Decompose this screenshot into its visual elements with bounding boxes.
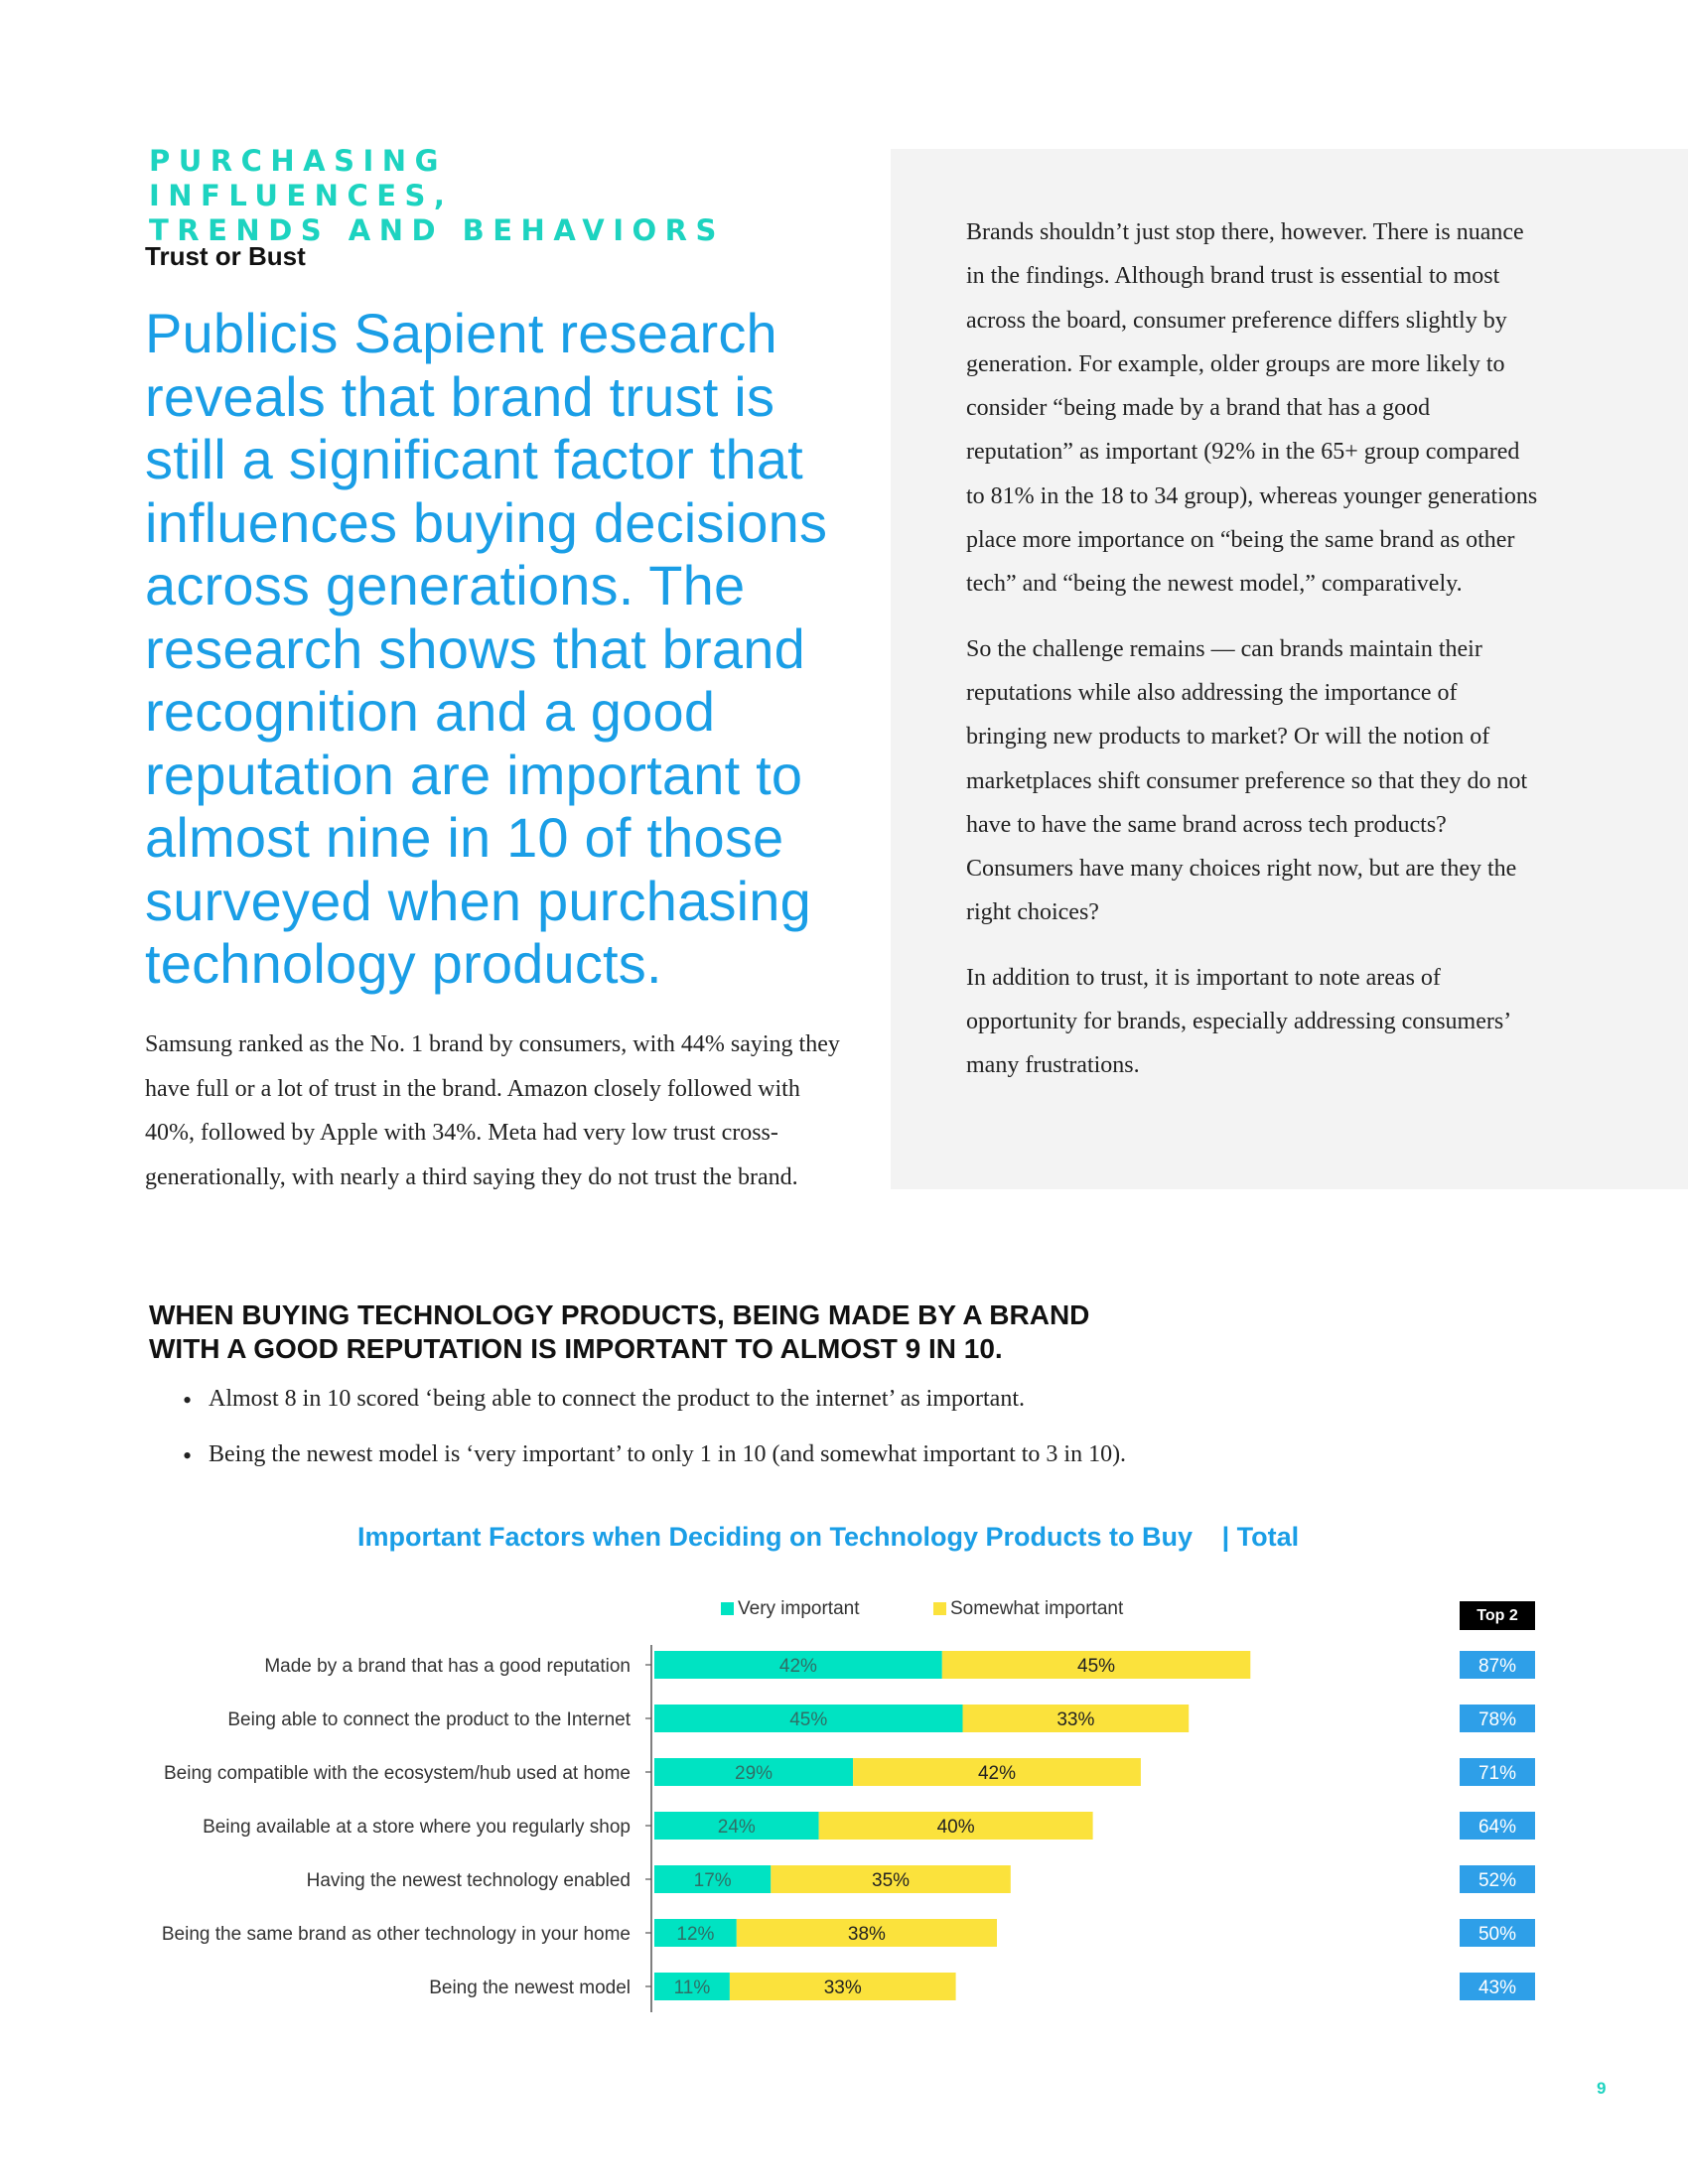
bullet-text: Being the newest model is ‘very important’ to only 1 in 10 (and somewhat important to 3 in 10). — [209, 1441, 1127, 1467]
subhead: Trust or Bust — [145, 241, 306, 271]
data-label-somewhat-important: 35% — [872, 1870, 911, 1891]
data-label-somewhat-important: 33% — [823, 1978, 862, 1998]
headline-line-2: WITH A GOOD REPUTATION IS IMPORTANT TO ALMOST 9 IN 10. — [149, 1333, 1003, 1364]
top2-value: 64% — [1477, 1817, 1517, 1838]
eyebrow-line-2: TRENDS AND BEHAVIORS — [149, 213, 725, 247]
category-label: Being available at a store where you regularly shop — [203, 1817, 631, 1838]
category-label: Being able to connect the product to the Internet — [227, 1709, 631, 1730]
data-label-somewhat-important: 40% — [936, 1817, 975, 1838]
data-label-very-important: 45% — [789, 1709, 828, 1730]
data-label-somewhat-important: 45% — [1077, 1656, 1116, 1677]
sidebar-paragraph-2: So the challenge remains — can brands maintain their reputations while also addressing the importance of bringing new products to market? Or will the notion of marketplaces shift consumer preference so that they do not have to have the same brand across tech products? Consumers have many choices right now, but are they the right choices? — [966, 635, 1528, 926]
sidebar-paragraph-3: In addition to trust, it is important to note areas of opportunity for brands, especially addressing consumers’ many frustrations. — [966, 964, 1510, 1079]
pull-quote: Publicis Sapient research reveals that brand trust is still a significant factor that influences buying decisions across generations. The research shows that brand recognition and a good reputation are important to almost nine in 10 of those surveyed when purchasing technology products. — [145, 302, 828, 995]
eyebrow-line-1: PURCHASING INFLUENCES, — [149, 144, 454, 212]
category-label: Made by a brand that has a good reputation — [264, 1656, 631, 1677]
category-label: Having the newest technology enabled — [306, 1870, 631, 1891]
headline-line-1: WHEN BUYING TECHNOLOGY PRODUCTS, BEING MADE BY A BRAND — [149, 1299, 1090, 1330]
data-label-very-important: 11% — [673, 1978, 711, 1998]
data-label-very-important: 42% — [778, 1656, 817, 1677]
chart-title-suffix: | Total — [1221, 1522, 1300, 1552]
legend-label: Somewhat important — [950, 1598, 1124, 1619]
category-label: Being compatible with the ecosystem/hub used at home — [164, 1763, 631, 1784]
top2-value: 78% — [1477, 1709, 1517, 1730]
data-label-somewhat-important: 33% — [1056, 1709, 1095, 1730]
data-label-very-important: 12% — [676, 1924, 715, 1945]
bullet-icon: • — [183, 1386, 193, 1415]
top2-value: 52% — [1477, 1870, 1517, 1891]
bullet-text: Almost 8 in 10 scored ‘being able to connect the product to the internet’ as important. — [209, 1386, 1025, 1412]
category-label: Being the newest model — [429, 1978, 631, 1998]
page-number: 9 — [1597, 2079, 1607, 2098]
left-body-text: Samsung ranked as the No. 1 brand by consumers, with 44% saying they have full or a lot of trust in the brand. Amazon closely followed with 40%, followed by Apple with 34%. Meta had very low trust cross-generationally, with nearly a third saying they do not trust the brand. — [145, 1031, 840, 1190]
data-label-somewhat-important: 38% — [847, 1924, 886, 1945]
category-label: Being the same brand as other technology in your home — [161, 1924, 631, 1945]
data-label-very-important: 24% — [717, 1817, 756, 1838]
data-label-somewhat-important: 42% — [977, 1763, 1017, 1784]
top2-value: 71% — [1477, 1763, 1517, 1784]
top2-value: 50% — [1477, 1924, 1517, 1945]
bullet-icon: • — [183, 1441, 193, 1470]
top2-value: 87% — [1477, 1656, 1517, 1677]
data-label-very-important: 29% — [735, 1763, 774, 1784]
legend-label: Very important — [738, 1598, 860, 1619]
sidebar-paragraph-1: Brands shouldn’t just stop there, however. There is nuance in the findings. Although brand trust is essential to most across the board, consumer preference differs slightly by generation. For example, older groups are more likely to consider “being made by a brand that has a good reputation” as important (92% in the 65+ group compared to 81% in the 18 to 34 group), whereas younger generations place more importance on “being the same brand as other tech” and “being the newest model,” comparatively. — [966, 219, 1538, 598]
top2-header: Top 2 — [1460, 1601, 1535, 1630]
data-label-very-important: 17% — [693, 1870, 732, 1891]
chart-title-text: Important Factors when Deciding on Technology Products to Buy — [357, 1522, 1194, 1552]
top2-value: 43% — [1477, 1978, 1517, 1998]
